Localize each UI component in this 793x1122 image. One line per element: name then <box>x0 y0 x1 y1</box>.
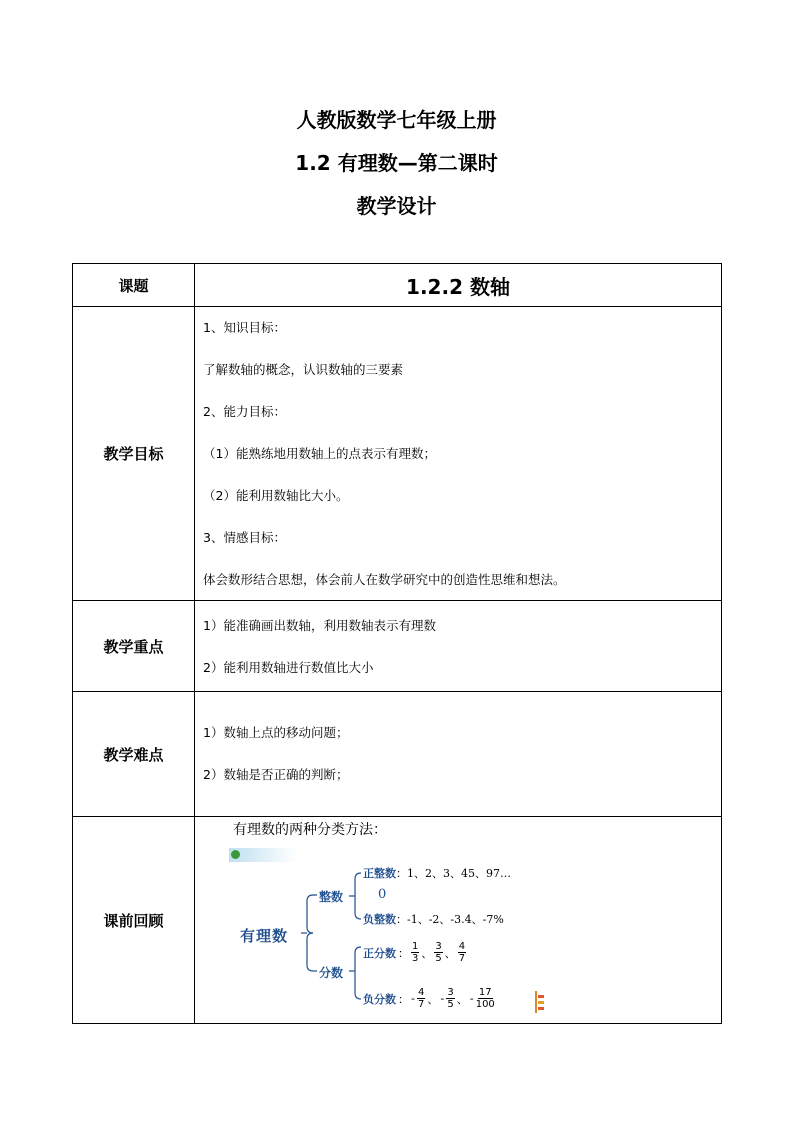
difficulty-label: 教学难点 <box>73 692 195 817</box>
separator: 、 <box>456 992 468 1006</box>
numerator: 4 <box>417 987 425 998</box>
review-label: 课前回顾 <box>73 817 195 1024</box>
negative-frac-row <box>363 987 495 1010</box>
fraction <box>446 987 454 1010</box>
positive-int-values: ：1、2、3、45、97… <box>396 867 511 880</box>
root-label: 有理数 <box>240 927 289 945</box>
fraction <box>434 941 442 964</box>
fraction <box>417 987 425 1010</box>
denominator: 5 <box>447 999 454 1010</box>
denominator: 7 <box>417 999 425 1010</box>
negative-int-label: 负整数 <box>363 913 396 926</box>
root-bracket-lower <box>307 933 317 971</box>
minus-sign: - <box>411 992 415 1005</box>
positive-int-label: 正整数 <box>363 867 396 880</box>
key-line: 1）能准确画出数轴，利用数轴表示有理数 <box>203 618 436 633</box>
numerator: 1 <box>412 941 419 952</box>
minus-sign: - <box>440 992 445 1005</box>
key-line: 2）能利用数轴进行数值比大小 <box>203 660 374 675</box>
difficulty-row <box>73 692 722 817</box>
separator: 、 <box>421 946 433 960</box>
goals-row <box>73 307 722 601</box>
goals-list <box>195 321 721 587</box>
denominator: 7 <box>458 953 466 964</box>
key-label: 教学重点 <box>73 601 195 692</box>
root-bracket-upper <box>307 895 317 933</box>
goal-line: 体会数形结合思想，体会前人在数学研究中的创造性思维和想法。 <box>203 572 566 587</box>
difficulty-list <box>195 726 721 782</box>
numerator: 3 <box>447 987 454 998</box>
integer-bracket <box>355 873 361 919</box>
numerator: 4 <box>458 941 466 952</box>
numerator: 17 <box>478 987 492 998</box>
classification-tree <box>195 817 721 1023</box>
colon: ： <box>398 946 409 960</box>
lesson-table <box>72 263 722 1024</box>
review-intro: 有理数的两种分类方法： <box>233 822 387 838</box>
goal-line: 3、情感目标： <box>203 530 286 545</box>
doc-heading: 教学设计 <box>356 194 437 218</box>
key-cell <box>195 601 722 692</box>
topic-row <box>73 264 722 307</box>
topic-label: 课题 <box>73 264 195 307</box>
colon: ： <box>398 992 409 1006</box>
separator: 、 <box>427 992 439 1006</box>
topic-value: 1.2.2 数轴 <box>195 264 722 307</box>
goal-line: 1、知识目标： <box>203 320 286 335</box>
review-row <box>73 817 722 1024</box>
difficulty-cell <box>195 692 722 817</box>
fraction-bracket <box>355 947 361 999</box>
positive-frac-row <box>363 941 466 964</box>
abacus-icon <box>535 991 545 1013</box>
denominator: 5 <box>435 953 442 964</box>
denominator: 3 <box>412 953 419 964</box>
difficulty-line: 1）数轴上点的移动问题； <box>203 725 349 740</box>
doc-title: 人教版数学七年级上册 <box>296 108 497 132</box>
separator: 、 <box>444 946 456 960</box>
zero-value: 0 <box>378 887 387 902</box>
goal-line: （1）能熟练地用数轴上的点表示有理数； <box>203 446 436 461</box>
fraction <box>458 941 466 964</box>
goals-cell <box>195 307 722 601</box>
goal-line: 了解数轴的概念，认识数轴的三要素 <box>203 362 404 377</box>
goals-label: 教学目标 <box>73 307 195 601</box>
key-list <box>195 619 721 675</box>
review-cell <box>195 817 722 1024</box>
positive-int-row <box>363 865 511 881</box>
difficulty-line: 2）数轴是否正确的判断； <box>203 767 349 782</box>
negative-int-row <box>363 911 504 927</box>
fraction-label: 分数 <box>319 966 344 980</box>
key-row <box>73 601 722 692</box>
positive-frac-label: 正分数 <box>363 946 396 960</box>
numerator: 3 <box>435 941 442 952</box>
fraction <box>411 941 419 964</box>
goal-line: 2、能力目标： <box>203 404 286 419</box>
negative-int-values: ：-1、-2、-3.4、-7% <box>396 913 504 926</box>
denominator: 100 <box>475 999 495 1010</box>
goal-line: （2）能利用数轴比大小。 <box>203 488 349 503</box>
integer-label: 整数 <box>319 890 344 904</box>
negative-frac-label: 负分数 <box>363 992 396 1006</box>
doc-subtitle: 1.2 有理数—第二课时 <box>295 151 498 175</box>
fraction <box>476 987 495 1010</box>
minus-sign: - <box>469 992 474 1005</box>
